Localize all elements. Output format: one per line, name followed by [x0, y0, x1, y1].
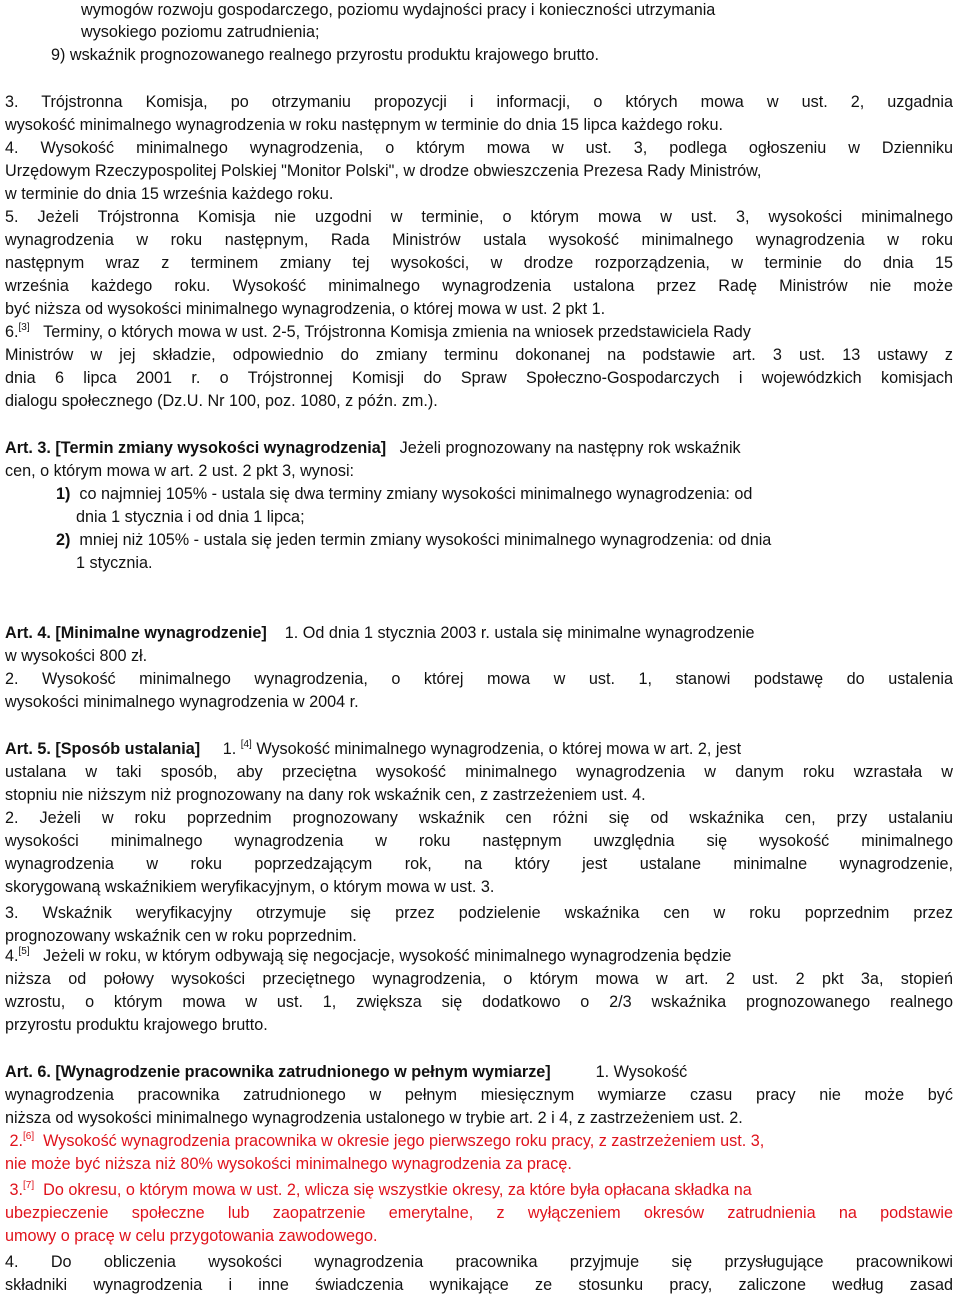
article-heading: Art. 3. [Termin zmiany wysokości wynagrodzenia]: [5, 439, 387, 457]
text-line: dialogu społecznego (Dz.U. Nr 100, poz. 1080, z późn. zm.).: [5, 392, 438, 410]
article-text: Jeżeli prognozowany na następny rok wskaźnik: [399, 439, 741, 457]
text-line: wysokości minimalnego wynagrodzenia w 2004 r.: [5, 693, 359, 711]
text-line: cen, o którym mowa w art. 2 ust. 2 pkt 3, wynosi:: [5, 462, 355, 480]
footnote-ref[interactable]: [5]: [18, 946, 30, 957]
paragraph-text: Wysokość wynagrodzenia pracownika w okresie jego pierwszego roku pracy, z zastrzeżeniem ust. 3,: [43, 1132, 765, 1150]
text-line: 9) wskaźnik prognozowanego realnego przyrostu produktu krajowego brutto.: [51, 46, 599, 64]
paragraph-2-first-line: [5, 1131, 953, 1153]
footnote-ref[interactable]: [7]: [23, 1180, 35, 1191]
text-line: następnym wraz z terminem zmiany tej wysokości, w drodze rozporządzenia, w terminie do dnia 15: [5, 254, 953, 272]
text-line: niższa od połowy wysokości przeciętnego wynagrodzenia, o którym mowa w art. 2 ust. 2 pkt 3a, stopień: [5, 970, 953, 988]
text-line: ustalana w taki sposób, aby przeciętna wysokość minimalnego wynagrodzenia w danym roku wzrastała w: [5, 763, 953, 781]
text-line: 5. Jeżeli Trójstronna Komisja nie uzgodni w terminie, o którym mowa w ust. 3, wysokości minimalnego: [5, 208, 953, 226]
list-number: 2): [56, 531, 71, 549]
article-heading: Art. 4. [Minimalne wynagrodzenie]: [5, 624, 267, 642]
text-line: dnia 1 stycznia i od dnia 1 lipca;: [76, 508, 305, 526]
art6-first-line: [5, 1062, 953, 1084]
list-text: co najmniej 105% - ustala się dwa terminy zmiany wysokości minimalnego wynagrodzenia: od: [79, 485, 753, 503]
article-heading: Art. 6. [Wynagrodzenie pracownika zatrudnionego w pełnym wymiarze]: [5, 1063, 551, 1081]
text-line: 1 stycznia.: [76, 554, 153, 572]
text-line: Urzędowym Rzeczypospolitej Polskiej "Monitor Polski", w drodze obwieszczenia Prezesa Rady Ministrów,: [5, 162, 762, 180]
footnote-ref[interactable]: [4]: [240, 739, 252, 750]
text-line: wysokiego poziomu zatrudnienia;: [81, 23, 320, 41]
paragraph-text: Jeżeli w roku, w którym odbywają się negocjacje, wysokość minimalnego wynagrodzenia będzie: [43, 947, 732, 965]
paragraph-number: 1.: [222, 740, 237, 758]
paragraph-number: 6.: [5, 323, 19, 341]
footnote-ref[interactable]: [6]: [23, 1131, 35, 1142]
list-item: [56, 484, 953, 506]
text-line: stopniu nie niższym niż prognozowany na dany rok wskaźnik cen, z zastrzeżeniem ust. 4.: [5, 786, 646, 804]
text-line: wzrostu, o którym mowa w ust. 1, zwiększa się dodatkowo o 2/3 wskaźnika prognozowanego realnego: [5, 993, 953, 1011]
text-line: nie może być niższa niż 80% wysokości minimalnego wynagrodzenia za pracę.: [5, 1155, 572, 1173]
footnote-ref[interactable]: [3]: [18, 322, 30, 333]
text-line: wysokość minimalnego wynagrodzenia w roku następnym w terminie do dnia 15 lipca każdego roku.: [5, 116, 724, 134]
text-line: Ministrów w jej składzie, odpowiednio do zmiany terminu dokonanej na podstawie art. 3 ust. 13 ustawy z: [5, 346, 953, 364]
text-line: wynagrodzenia w roku następnym, Rada Ministrów ustala wysokość minimalnego wynagrodzenia w roku: [5, 231, 953, 249]
text-line: 3. Trójstronna Komisja, po otrzymaniu propozycji i informacji, o których mowa w ust. 2, uzgadnia: [5, 93, 953, 111]
article-text: Wysokość minimalnego wynagrodzenia, o której mowa w art. 2, jest: [256, 740, 742, 758]
list-number: 1): [56, 485, 71, 503]
paragraph-text: Do okresu, o którym mowa w ust. 2, wlicza się wszystkie okresy, za które była opłacana składka na: [43, 1181, 752, 1199]
text-line: być niższa od wysokości minimalnego wynagrodzenia, o której mowa w ust. 2 pkt 1.: [5, 300, 606, 318]
article-text: 1. Wysokość: [595, 1063, 688, 1081]
paragraph-text: Terminy, o których mowa w ust. 2-5, Trójstronna Komisja zmienia na wniosek przedstawiciela Rady: [43, 323, 751, 341]
text-line: prognozowany wskaźnik cen w roku poprzednim.: [5, 927, 357, 945]
paragraph-4-first-line: [5, 946, 953, 968]
paragraph-number: 3.: [9, 1181, 24, 1199]
art4-first-line: [5, 623, 953, 645]
text-line: umowy o pracę w celu przygotowania zawodowego.: [5, 1227, 378, 1245]
text-line: dnia 6 lipca 2001 r. o Trójstronnej Komisji do Spraw Społeczno-Gospodarczych i wojewódzkich komisjach: [5, 369, 953, 387]
text-line: 4. Do obliczenia wysokości wynagrodzenia pracownika przyjmuje się przysługujące pracownikowi: [5, 1253, 953, 1271]
text-line: 2. Jeżeli w roku poprzednim prognozowany wskaźnik cen różni się od wskaźnika cen, przy ustalaniu: [5, 809, 953, 827]
text-line: 4. Wysokość minimalnego wynagrodzenia, o którym mowa w ust. 3, podlega ogłoszeniu w Dzienniku: [5, 139, 953, 157]
text-line: skorygowaną wskaźnikiem weryfikacyjnym, o którym mowa w ust. 3.: [5, 878, 495, 896]
text-line: wysokości minimalnego wynagrodzenia w roku następnym uwzględnia się wysokość minimalnego: [5, 832, 953, 850]
article-heading: Art. 5. [Sposób ustalania]: [5, 740, 201, 758]
text-line: przyrostu produktu krajowego brutto.: [5, 1016, 268, 1034]
text-line: wynagrodzenia pracownika zatrudnionego w pełnym miesięcznym wymiarze czasu pracy nie może być: [5, 1086, 953, 1104]
article-text: 1. Od dnia 1 stycznia 2003 r. ustala się minimalne wynagrodzenie: [284, 624, 755, 642]
paragraph-number: 4.: [5, 947, 19, 965]
text-line: ubezpieczenie społeczne lub zaopatrzenie emerytalne, z wyłączeniem okresów zatrudnienia na podstawie: [5, 1204, 953, 1222]
text-line: składniki wynagrodzenia i inne świadczenia wynikające ze stosunku pracy, zaliczone według zasad: [5, 1276, 953, 1294]
text-line: niższa od wysokości minimalnego wynagrodzenia ustalonego w trybie art. 2 i 4, z zastrzeżeniem ust. 2.: [5, 1109, 743, 1127]
paragraph-number: 2.: [9, 1132, 24, 1150]
text-line: września każdego roku. Wysokość minimalnego wynagrodzenia ustalona przez Radę Ministrów nie może: [5, 277, 953, 295]
art3-first-line: [5, 438, 953, 460]
text-line: 2. Wysokość minimalnego wynagrodzenia, o której mowa w ust. 1, stanowi podstawę do ustalenia: [5, 670, 953, 688]
paragraph-3-first-line: [5, 1180, 953, 1202]
art5-first-line: [5, 739, 953, 761]
list-item: [56, 530, 953, 552]
text-line: wynagrodzenia w roku poprzedzającym rok, na który jest ustalane minimalne wynagrodzenie,: [5, 855, 953, 873]
text-line: w wysokości 800 zł.: [5, 647, 148, 665]
paragraph-6-first-line: [5, 322, 953, 344]
text-line: wymogów rozwoju gospodarczego, poziomu wydajności pracy i konieczności utrzymania: [81, 1, 716, 19]
list-text: mniej niż 105% - ustala się jeden termin zmiany wysokości minimalnego wynagrodzenia: od dnia: [79, 531, 772, 549]
text-line: 3. Wskaźnik weryfikacyjny otrzymuje się przez podzielenie wskaźnika cen w roku poprzednim przez: [5, 904, 953, 922]
text-line: w terminie do dnia 15 września każdego roku.: [5, 185, 334, 203]
